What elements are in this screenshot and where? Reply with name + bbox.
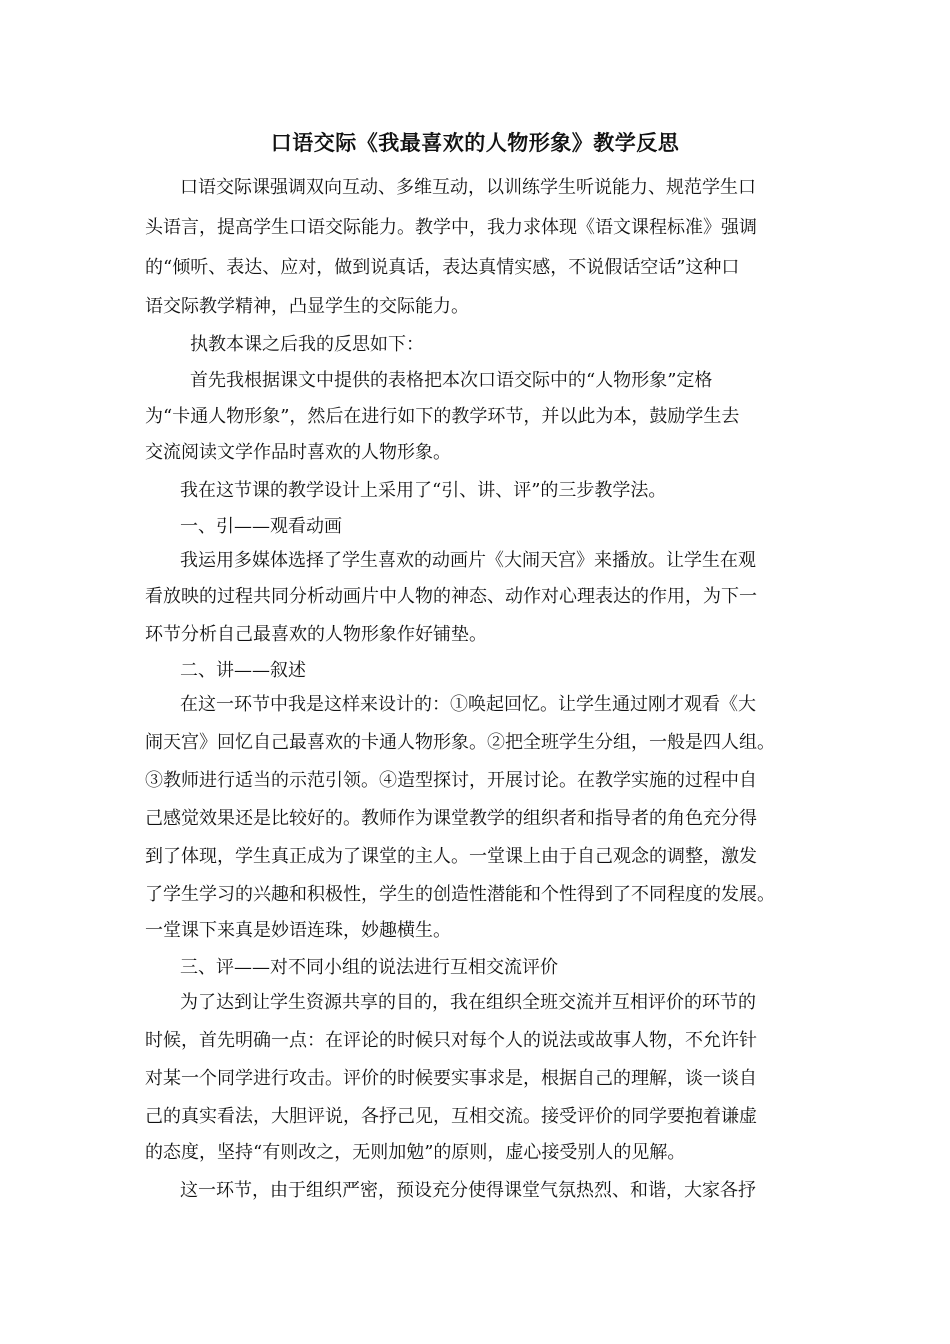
section-heading: 二、讲——叙述: [180, 660, 306, 681]
paragraph-line: 我运用多媒体选择了学生喜欢的动画片《大闹天宫》来播放。让学生在观: [180, 550, 756, 571]
paragraph-line: 己的真实看法，大胆评说，各抒己见，互相交流。接受评价的同学要抱着谦虚: [145, 1106, 757, 1127]
paragraph-line: 这一环节，由于组织严密，预设充分使得课堂气氛热烈、和谐，大家各抒: [180, 1180, 756, 1201]
paragraph-line: 时候，首先明确一点：在评论的时候只对每个人的说法或故事人物，不允许针: [145, 1030, 757, 1051]
paragraph-line: 看放映的过程共同分析动画片中人物的神态、动作对心理表达的作用，为下一: [145, 586, 757, 607]
paragraph-line: 首先我根据课文中提供的表格把本次口语交际中的“人物形象”定格: [190, 370, 713, 391]
paragraph-line: 我在这节课的教学设计上采用了“引、讲、评”的三步教学法。: [180, 480, 667, 501]
paragraph-line: 的“倾听、表达、应对，做到说真话，表达真情实感，不说假话空话”这种口: [145, 257, 740, 278]
paragraph-line: 头语言，提高学生口语交际能力。教学中，我力求体现《语文课程标准》强调: [145, 217, 757, 238]
paragraph-line: ③教师进行适当的示范引领。④造型探讨，开展讨论。在教学实施的过程中自: [145, 770, 757, 791]
paragraph-line: 为“卡通人物形象”，然后在进行如下的教学环节，并以此为本，鼓励学生去: [145, 406, 740, 427]
paragraph-line: 己感觉效果还是比较好的。教师作为课堂教学的组织者和指导者的角色充分得: [145, 808, 757, 829]
document-title: 口语交际《我最喜欢的人物形象》教学反思: [270, 130, 680, 155]
paragraph-line: 为了达到让学生资源共享的目的，我在组织全班交流并互相评价的环节的: [180, 992, 756, 1013]
section-heading: 三、评——对不同小组的说法进行互相交流评价: [180, 957, 558, 978]
paragraph-line: 口语交际课强调双向互动、多维互动，以训练学生听说能力、规范学生口: [180, 177, 756, 198]
paragraph-line: 环节分析自己最喜欢的人物形象作好铺垫。: [145, 624, 487, 645]
paragraph-line: 语交际教学精神，凸显学生的交际能力。: [145, 296, 469, 317]
paragraph-line: 到了体现，学生真正成为了课堂的主人。一堂课上由于自己观念的调整，激发: [145, 846, 757, 867]
paragraph-line: 交流阅读文学作品时喜欢的人物形象。: [145, 442, 451, 463]
paragraph-line: 对某一个同学进行攻击。评价的时候要实事求是，根据自己的理解，谈一谈自: [145, 1068, 757, 1089]
paragraph-line: 闹天宫》回忆自己最喜欢的卡通人物形象。②把全班学生分组，一般是四人组。: [145, 732, 775, 753]
paragraph-line: 的态度，坚持“有则改之，无则加勉”的原则，虚心接受别人的见解。: [145, 1142, 686, 1163]
paragraph-line: 了学生学习的兴趣和积极性，学生的创造性潜能和个性得到了不同程度的发展。: [145, 884, 775, 905]
section-heading: 一、引——观看动画: [180, 516, 342, 537]
paragraph-line: 执教本课之后我的反思如下：: [190, 334, 424, 355]
paragraph-line: 一堂课下来真是妙语连珠，妙趣横生。: [145, 920, 451, 941]
paragraph-line: 在这一环节中我是这样来设计的：①唤起回忆。让学生通过刚才观看《大: [180, 694, 756, 715]
